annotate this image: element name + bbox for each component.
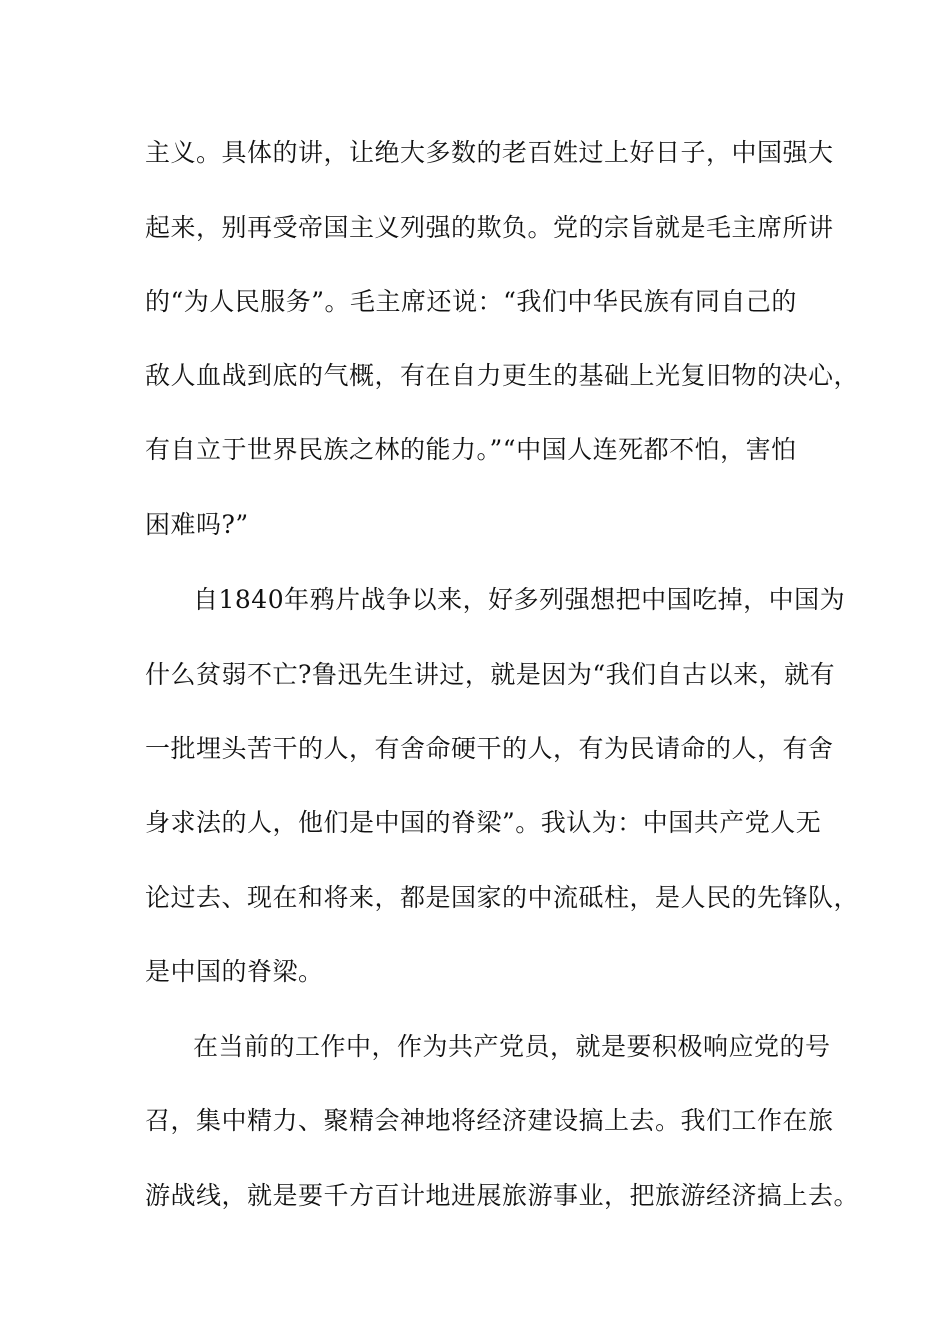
text-line: 困难吗?”	[145, 510, 249, 539]
text-line: 召，集中精力、聚精会神地将经济建设搞上去。我们工作在旅	[145, 1106, 834, 1135]
paragraph-first-line: 在当前的工作中，作为共产党员，就是要积极响应党的号	[193, 1032, 831, 1061]
text-line: 主义。具体的讲，让绝大多数的老百姓过上好日子，中国强大	[145, 138, 834, 167]
text-line: 有自立于世界民族之林的能力。”“中国人连死都不怕，害怕	[145, 435, 797, 464]
text-line: 是中国的脊梁。	[145, 957, 324, 986]
text-line: 起来，别再受帝国主义列强的欺负。党的宗旨就是毛主席所讲	[145, 213, 834, 242]
text-line: 游战线，就是要千方百计地进展旅游事业，把旅游经济搞上去。	[145, 1181, 860, 1210]
paragraph-first-line: 自1840年鸦片战争以来，好多列强想把中国吃掉，中国为	[193, 585, 846, 614]
text-line: 论过去、现在和将来，都是国家的中流砥柱，是人民的先锋队，	[145, 883, 860, 912]
text-line: 的“为人民服务”。毛主席还说：“我们中华民族有同自己的	[145, 287, 797, 316]
text-line: 什么贫弱不亡?鲁迅先生讲过，就是因为“我们自古以来，就有	[145, 660, 836, 689]
text-line: 敌人血战到底的气概，有在自力更生的基础上光复旧物的决心，	[145, 361, 860, 390]
text-line: 身求法的人，他们是中国的脊梁”。我认为：中国共产党人无	[145, 808, 822, 837]
text-line: 一批埋头苦干的人，有舍命硬干的人，有为民请命的人，有舍	[145, 734, 834, 763]
